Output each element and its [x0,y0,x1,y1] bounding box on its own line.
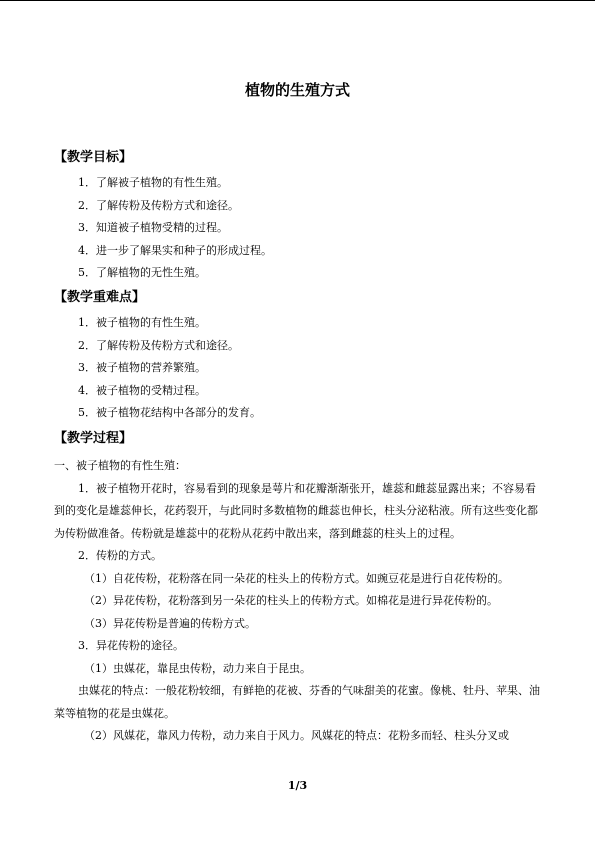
list-item: 2．了解传粉及传粉方式和途径。 [78,198,239,212]
list-item: 5．被子植物花结构中各部分的发育。 [78,406,261,419]
section-heading-key-points: 【教学重难点】 [54,290,146,305]
paragraph: 虫媒花的特点：一般花粉较细，有鲜艳的花被、芬香的气味甜美的花蜜。像桃、牡丹、苹果、油菜等植物的花是虫媒花。 [54,684,540,720]
list-item: 1．被子植物的有性生殖。 [78,316,206,329]
list-item: 4．进一步了解果实和种子的形成过程。 [78,243,272,257]
key-points-list [78,312,261,425]
paragraph: （3）异花传粉是普遍的传粉方式。 [84,616,256,630]
paragraph: （2）风媒花，靠风力传粉，动力来自于风力。风媒花的特点：花粉多而轻、柱头分叉或 [84,729,509,742]
top-rule [0,0,595,1]
paragraph: 1．被子植物开花时，容易看到的现象是萼片和花瓣渐渐张开，雄蕊和雌蕊显露出来；不容易看到的变化是雄蕊伸长，花药裂开，与此同时多数植物的雌蕊也伸长，柱头分泌粘液。所有这些变化都为传粉做准备。传粉就是雄蕊中的花粉从花药中散出来，落到雌蕊的柱头上的过程。 [54,481,538,540]
paragraph: （2）异花传粉，花粉落到另一朵花的柱头上的传粉方式。如棉花是进行异花传粉的。 [84,594,498,607]
section-heading-objectives: 【教学目标】 [54,150,133,165]
list-item: 3．知道被子植物受精的过程。 [78,221,228,234]
paragraph: （1）虫媒花，靠昆虫传粉，动力来自于昆虫。 [84,661,311,675]
page-title: 植物的生殖方式 [244,81,350,99]
page-number: 1/3 [287,779,308,792]
list-item: 4．被子植物的受精过程。 [78,383,206,397]
list-item: 3．被子植物的营养繁殖。 [78,361,206,374]
paragraph: （1）自花传粉，花粉落在同一朵花的柱头上的传粉方式。如豌豆花是进行自花传粉的。 [84,571,509,585]
objectives-list [78,172,272,285]
list-item: 1．了解被子植物的有性生殖。 [78,176,228,189]
paragraph: 2．传粉的方式。 [78,549,162,562]
paragraph: 一、被子植物的有性生殖： [54,459,186,472]
section-heading-process: 【教学过程】 [54,431,133,446]
process-body [54,455,544,748]
list-item: 2．了解传粉及传粉方式和途径。 [78,338,239,352]
list-item: 5．了解植物的无性生殖。 [78,266,206,279]
paragraph: 3．异花传粉的途径。 [78,639,184,652]
